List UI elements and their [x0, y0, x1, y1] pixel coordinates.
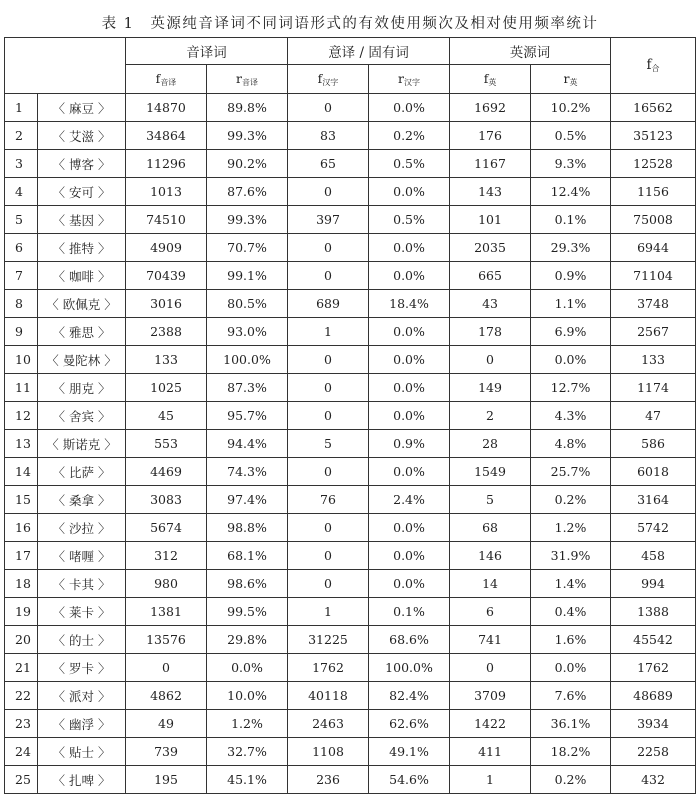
header-blank-cell: [5, 38, 126, 94]
f-english-value-cell: 28: [450, 430, 531, 458]
r-phonetic-value-cell: 99.3%: [207, 122, 288, 150]
r-hanzi-value-cell: 0.5%: [369, 206, 450, 234]
table-row: [5, 178, 696, 206]
r-phonetic-value-cell: 10.0%: [207, 682, 288, 710]
f-english-value-cell: 741: [450, 626, 531, 654]
r-hanzi-value-cell: 0.5%: [369, 150, 450, 178]
f-hanzi-value-cell: 0: [288, 374, 369, 402]
row-index-cell: 13: [5, 430, 38, 458]
table-body: [5, 94, 696, 794]
r-english-value-cell: 0.0%: [531, 346, 611, 374]
f-hanzi-value-cell: 5: [288, 430, 369, 458]
f-total-value-cell: 6944: [611, 234, 696, 262]
r-english-value-cell: 1.2%: [531, 514, 611, 542]
term-cell: 〈 雅思 〉: [38, 318, 126, 346]
r-hanzi-value-cell: 49.1%: [369, 738, 450, 766]
f-phonetic-value-cell: 3016: [126, 290, 207, 318]
r-hanzi-value-cell: 62.6%: [369, 710, 450, 738]
f-hanzi-value-cell: 0: [288, 262, 369, 290]
r-phonetic-value-cell: 87.6%: [207, 178, 288, 206]
term-cell: 〈 贴士 〉: [38, 738, 126, 766]
r-english-value-cell: 1.6%: [531, 626, 611, 654]
table-row: [5, 374, 696, 402]
r-english-value-cell: 29.3%: [531, 234, 611, 262]
f-english-value-cell: 1422: [450, 710, 531, 738]
term-cell: 〈 咖啡 〉: [38, 262, 126, 290]
row-index-cell: 14: [5, 458, 38, 486]
table-row: [5, 122, 696, 150]
table-caption: 表 1 英源纯音译词不同词语形式的有效使用频次及相对使用频率统计: [101, 16, 599, 32]
f-hanzi-value-cell: 397: [288, 206, 369, 234]
r-phonetic-value-cell: 95.7%: [207, 402, 288, 430]
row-index-cell: 1: [5, 94, 38, 122]
r-english-value-cell: 6.9%: [531, 318, 611, 346]
row-index-cell: 25: [5, 766, 38, 794]
f-english-value-cell: 101: [450, 206, 531, 234]
r-english-value-cell: 18.2%: [531, 738, 611, 766]
f-english-value-cell: 6: [450, 598, 531, 626]
f-total-value-cell: 133: [611, 346, 696, 374]
table-row: [5, 570, 696, 598]
f-phonetic-value-cell: 45: [126, 402, 207, 430]
table-row: [5, 290, 696, 318]
f-phonetic-value-cell: 3083: [126, 486, 207, 514]
f-hanzi-value-cell: 2463: [288, 710, 369, 738]
r-phonetic-value-cell: 100.0%: [207, 346, 288, 374]
r-hanzi-value-cell: 0.0%: [369, 374, 450, 402]
row-index-cell: 16: [5, 514, 38, 542]
r-phonetic-value-cell: 89.8%: [207, 94, 288, 122]
f-english-value-cell: 68: [450, 514, 531, 542]
r-hanzi-value-cell: 0.9%: [369, 430, 450, 458]
table-row: [5, 206, 696, 234]
r-hanzi-value-cell: 0.0%: [369, 346, 450, 374]
r-english-value-cell: 0.5%: [531, 122, 611, 150]
row-index-cell: 7: [5, 262, 38, 290]
term-cell: 〈 欧佩克 〉: [38, 290, 126, 318]
term-cell: 〈 桑拿 〉: [38, 486, 126, 514]
r-phonetic-value-cell: 32.7%: [207, 738, 288, 766]
f-phonetic-value-cell: 4469: [126, 458, 207, 486]
table-row: [5, 766, 696, 794]
f-phonetic-value-cell: 74510: [126, 206, 207, 234]
row-index-cell: 3: [5, 150, 38, 178]
f-total-value-cell: 1174: [611, 374, 696, 402]
f-hanzi-value-cell: 1108: [288, 738, 369, 766]
f-hanzi-value-cell: 0: [288, 402, 369, 430]
term-cell: 〈 麻豆 〉: [38, 94, 126, 122]
r-phonetic-value-cell: 99.1%: [207, 262, 288, 290]
r-phonetic-value-cell: 98.6%: [207, 570, 288, 598]
term-cell: 〈 莱卡 〉: [38, 598, 126, 626]
f-total-value-cell: 3164: [611, 486, 696, 514]
r-hanzi-value-cell: 0.0%: [369, 178, 450, 206]
f-hanzi-value-cell: 0: [288, 346, 369, 374]
table-row: [5, 486, 696, 514]
r-phonetic-value-cell: 1.2%: [207, 710, 288, 738]
f-phonetic-value-cell: 70439: [126, 262, 207, 290]
group-header-semantic: 意译 / 固有词: [288, 38, 450, 65]
r-phonetic-value-cell: 70.7%: [207, 234, 288, 262]
table-row: [5, 710, 696, 738]
row-index-cell: 2: [5, 122, 38, 150]
term-cell: 〈 斯诺克 〉: [38, 430, 126, 458]
r-hanzi-value-cell: 0.1%: [369, 598, 450, 626]
f-english-value-cell: 1: [450, 766, 531, 794]
f-total-value-cell: 586: [611, 430, 696, 458]
r-english-value-cell: 0.2%: [531, 766, 611, 794]
r-english-value-cell: 4.3%: [531, 402, 611, 430]
r-phonetic-value-cell: 74.3%: [207, 458, 288, 486]
row-index-cell: 6: [5, 234, 38, 262]
row-index-cell: 18: [5, 570, 38, 598]
f-hanzi-value-cell: 0: [288, 234, 369, 262]
f-hanzi-value-cell: 1762: [288, 654, 369, 682]
r-hanzi-value-cell: 0.0%: [369, 318, 450, 346]
r-hanzi-value-cell: 0.0%: [369, 234, 450, 262]
f-english-value-cell: 665: [450, 262, 531, 290]
r-hanzi-value-cell: 0.0%: [369, 262, 450, 290]
f-phonetic-value-cell: 133: [126, 346, 207, 374]
r-hanzi-value-cell: 100.0%: [369, 654, 450, 682]
f-total-value-cell: 75008: [611, 206, 696, 234]
r-hanzi-value-cell: 0.0%: [369, 402, 450, 430]
f-english-value-cell: 411: [450, 738, 531, 766]
f-phonetic-value-cell: 4862: [126, 682, 207, 710]
header-r-hanzi: $r_{汉字}$: [369, 65, 450, 94]
row-index-cell: 12: [5, 402, 38, 430]
r-english-value-cell: 25.7%: [531, 458, 611, 486]
f-phonetic-value-cell: 13576: [126, 626, 207, 654]
table-row: [5, 654, 696, 682]
r-phonetic-value-cell: 93.0%: [207, 318, 288, 346]
f-english-value-cell: 43: [450, 290, 531, 318]
f-phonetic-value-cell: 4909: [126, 234, 207, 262]
r-phonetic-value-cell: 0.0%: [207, 654, 288, 682]
r-hanzi-value-cell: 82.4%: [369, 682, 450, 710]
term-cell: 〈 啫喱 〉: [38, 542, 126, 570]
r-phonetic-value-cell: 98.8%: [207, 514, 288, 542]
f-phonetic-value-cell: 195: [126, 766, 207, 794]
r-english-value-cell: 4.8%: [531, 430, 611, 458]
f-phonetic-value-cell: 312: [126, 542, 207, 570]
table-row: [5, 738, 696, 766]
f-total-value-cell: 1156: [611, 178, 696, 206]
r-english-value-cell: 0.9%: [531, 262, 611, 290]
row-index-cell: 19: [5, 598, 38, 626]
r-hanzi-value-cell: 0.0%: [369, 514, 450, 542]
f-total-value-cell: 1388: [611, 598, 696, 626]
frequency-table: [4, 37, 696, 794]
f-english-value-cell: 176: [450, 122, 531, 150]
f-english-value-cell: 1167: [450, 150, 531, 178]
term-cell: 〈 曼陀林 〉: [38, 346, 126, 374]
f-hanzi-value-cell: 236: [288, 766, 369, 794]
r-phonetic-value-cell: 99.5%: [207, 598, 288, 626]
f-phonetic-value-cell: 980: [126, 570, 207, 598]
r-phonetic-value-cell: 87.3%: [207, 374, 288, 402]
r-english-value-cell: 7.6%: [531, 682, 611, 710]
f-hanzi-value-cell: 0: [288, 514, 369, 542]
r-english-value-cell: 1.1%: [531, 290, 611, 318]
r-english-value-cell: 12.4%: [531, 178, 611, 206]
f-english-value-cell: 1692: [450, 94, 531, 122]
term-cell: 〈 罗卡 〉: [38, 654, 126, 682]
r-english-value-cell: 0.1%: [531, 206, 611, 234]
f-hanzi-value-cell: 0: [288, 94, 369, 122]
f-hanzi-value-cell: 1: [288, 318, 369, 346]
f-total-value-cell: 2567: [611, 318, 696, 346]
f-hanzi-value-cell: 31225: [288, 626, 369, 654]
row-index-cell: 4: [5, 178, 38, 206]
r-hanzi-value-cell: 0.0%: [369, 94, 450, 122]
row-index-cell: 23: [5, 710, 38, 738]
header-f-hanzi: $f_{汉字}$: [288, 65, 369, 94]
r-hanzi-value-cell: 54.6%: [369, 766, 450, 794]
table-row: [5, 682, 696, 710]
table-row: [5, 318, 696, 346]
f-total-value-cell: 3934: [611, 710, 696, 738]
row-index-cell: 10: [5, 346, 38, 374]
row-index-cell: 20: [5, 626, 38, 654]
term-cell: 〈 舍宾 〉: [38, 402, 126, 430]
f-hanzi-value-cell: 0: [288, 458, 369, 486]
f-phonetic-value-cell: 0: [126, 654, 207, 682]
f-phonetic-value-cell: 1025: [126, 374, 207, 402]
row-index-cell: 21: [5, 654, 38, 682]
row-index-cell: 5: [5, 206, 38, 234]
r-hanzi-value-cell: 0.0%: [369, 542, 450, 570]
f-total-value-cell: 458: [611, 542, 696, 570]
f-phonetic-value-cell: 11296: [126, 150, 207, 178]
r-phonetic-value-cell: 97.4%: [207, 486, 288, 514]
r-english-value-cell: 0.0%: [531, 654, 611, 682]
r-english-value-cell: 10.2%: [531, 94, 611, 122]
term-cell: 〈 艾滋 〉: [38, 122, 126, 150]
r-hanzi-value-cell: 68.6%: [369, 626, 450, 654]
r-english-value-cell: 0.2%: [531, 486, 611, 514]
row-index-cell: 17: [5, 542, 38, 570]
r-english-value-cell: 0.4%: [531, 598, 611, 626]
f-english-value-cell: 2035: [450, 234, 531, 262]
f-hanzi-value-cell: 689: [288, 290, 369, 318]
row-index-cell: 9: [5, 318, 38, 346]
table-row: [5, 626, 696, 654]
group-header-phonetic: 音译词: [126, 38, 288, 65]
table-row: [5, 542, 696, 570]
f-total-value-cell: 12528: [611, 150, 696, 178]
term-cell: 〈 安可 〉: [38, 178, 126, 206]
row-index-cell: 8: [5, 290, 38, 318]
r-phonetic-value-cell: 90.2%: [207, 150, 288, 178]
header-r-english: $r_英$: [531, 65, 611, 94]
table-row: [5, 234, 696, 262]
f-total-value-cell: 3748: [611, 290, 696, 318]
r-phonetic-value-cell: 45.1%: [207, 766, 288, 794]
f-phonetic-value-cell: 49: [126, 710, 207, 738]
r-english-value-cell: 9.3%: [531, 150, 611, 178]
f-english-value-cell: 1549: [450, 458, 531, 486]
term-cell: 〈 朋克 〉: [38, 374, 126, 402]
term-cell: 〈 比萨 〉: [38, 458, 126, 486]
f-hanzi-value-cell: 0: [288, 178, 369, 206]
f-hanzi-value-cell: 0: [288, 570, 369, 598]
row-index-cell: 22: [5, 682, 38, 710]
table-row: [5, 458, 696, 486]
header-r-phonetic: $r_{音译}$: [207, 65, 288, 94]
f-total-value-cell: 432: [611, 766, 696, 794]
f-hanzi-value-cell: 76: [288, 486, 369, 514]
f-total-value-cell: 48689: [611, 682, 696, 710]
r-hanzi-value-cell: 18.4%: [369, 290, 450, 318]
f-hanzi-value-cell: 0: [288, 542, 369, 570]
f-english-value-cell: 149: [450, 374, 531, 402]
r-phonetic-value-cell: 99.3%: [207, 206, 288, 234]
f-phonetic-value-cell: 1381: [126, 598, 207, 626]
r-english-value-cell: 12.7%: [531, 374, 611, 402]
f-hanzi-value-cell: 40118: [288, 682, 369, 710]
f-phonetic-value-cell: 2388: [126, 318, 207, 346]
f-english-value-cell: 14: [450, 570, 531, 598]
term-cell: 〈 推特 〉: [38, 234, 126, 262]
term-cell: 〈 基因 〉: [38, 206, 126, 234]
f-hanzi-value-cell: 1: [288, 598, 369, 626]
f-total-value-cell: 71104: [611, 262, 696, 290]
r-hanzi-value-cell: 0.0%: [369, 458, 450, 486]
f-total-value-cell: 47: [611, 402, 696, 430]
f-english-value-cell: 146: [450, 542, 531, 570]
table-row: [5, 150, 696, 178]
header-f-total: $f_合$: [611, 38, 696, 94]
f-total-value-cell: 35123: [611, 122, 696, 150]
f-phonetic-value-cell: 1013: [126, 178, 207, 206]
term-cell: 〈 卡其 〉: [38, 570, 126, 598]
f-english-value-cell: 0: [450, 346, 531, 374]
table-row: [5, 598, 696, 626]
term-cell: 〈 派对 〉: [38, 682, 126, 710]
term-cell: 〈 幽浮 〉: [38, 710, 126, 738]
f-total-value-cell: 6018: [611, 458, 696, 486]
term-cell: 〈 沙拉 〉: [38, 514, 126, 542]
f-phonetic-value-cell: 739: [126, 738, 207, 766]
r-english-value-cell: 36.1%: [531, 710, 611, 738]
term-cell: 〈 博客 〉: [38, 150, 126, 178]
f-english-value-cell: 0: [450, 654, 531, 682]
f-total-value-cell: 994: [611, 570, 696, 598]
r-phonetic-value-cell: 29.8%: [207, 626, 288, 654]
group-header-english: 英源词: [450, 38, 611, 65]
term-cell: 〈 的士 〉: [38, 626, 126, 654]
r-hanzi-value-cell: 2.4%: [369, 486, 450, 514]
f-english-value-cell: 3709: [450, 682, 531, 710]
header-f-english: $f_英$: [450, 65, 531, 94]
r-hanzi-value-cell: 0.2%: [369, 122, 450, 150]
r-hanzi-value-cell: 0.0%: [369, 570, 450, 598]
r-phonetic-value-cell: 80.5%: [207, 290, 288, 318]
f-total-value-cell: 16562: [611, 94, 696, 122]
row-index-cell: 24: [5, 738, 38, 766]
r-english-value-cell: 1.4%: [531, 570, 611, 598]
f-english-value-cell: 143: [450, 178, 531, 206]
f-phonetic-value-cell: 5674: [126, 514, 207, 542]
table-row: [5, 346, 696, 374]
r-phonetic-value-cell: 94.4%: [207, 430, 288, 458]
f-phonetic-value-cell: 14870: [126, 94, 207, 122]
header-row-groups: [5, 38, 696, 65]
table-row: [5, 94, 696, 122]
term-cell: 〈 扎啤 〉: [38, 766, 126, 794]
row-index-cell: 11: [5, 374, 38, 402]
table-row: [5, 514, 696, 542]
f-english-value-cell: 5: [450, 486, 531, 514]
table-row: [5, 402, 696, 430]
f-phonetic-value-cell: 553: [126, 430, 207, 458]
f-total-value-cell: 5742: [611, 514, 696, 542]
table-row: [5, 430, 696, 458]
f-total-value-cell: 45542: [611, 626, 696, 654]
table-row: [5, 262, 696, 290]
f-hanzi-value-cell: 83: [288, 122, 369, 150]
f-english-value-cell: 2: [450, 402, 531, 430]
f-total-value-cell: 2258: [611, 738, 696, 766]
r-english-value-cell: 31.9%: [531, 542, 611, 570]
f-phonetic-value-cell: 34864: [126, 122, 207, 150]
f-hanzi-value-cell: 65: [288, 150, 369, 178]
row-index-cell: 15: [5, 486, 38, 514]
header-f-phonetic: $f_{音译}$: [126, 65, 207, 94]
r-phonetic-value-cell: 68.1%: [207, 542, 288, 570]
f-total-value-cell: 1762: [611, 654, 696, 682]
f-english-value-cell: 178: [450, 318, 531, 346]
